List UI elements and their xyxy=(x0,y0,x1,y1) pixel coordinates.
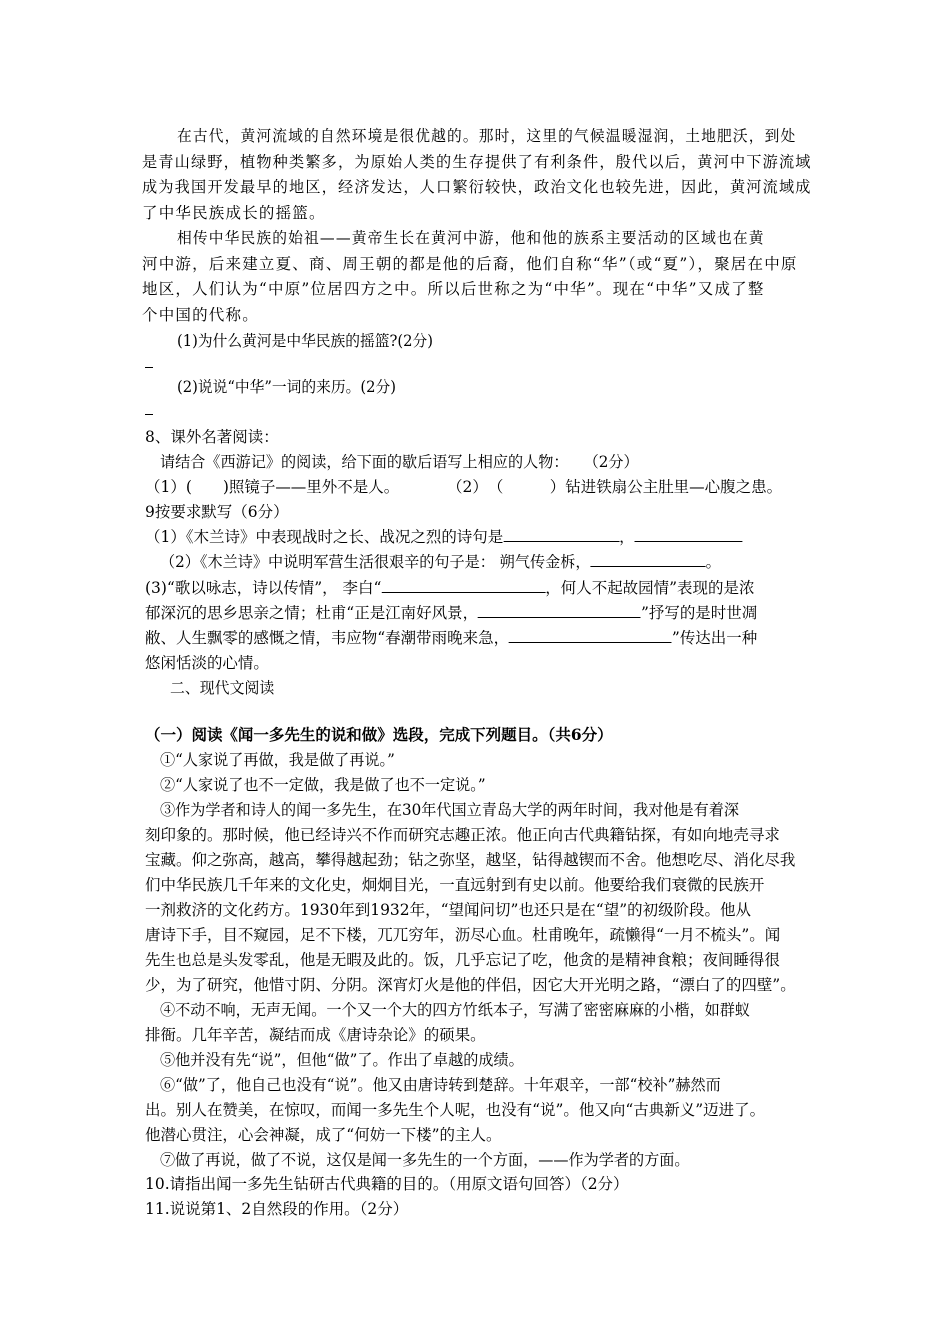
q9-item-3-text-a: (3)“歌以咏志，诗以传情”， 李白“ xyxy=(145,579,382,597)
fill-blank[interactable] xyxy=(478,601,641,618)
q9-item-3-text-f: ”传达出一种 xyxy=(671,629,758,647)
reading-p7: ⑦做了再说，做了不说，这仅是闻一多先生的一个方面，——作为学者的方面。 xyxy=(160,1151,690,1169)
q9-item-1-text: （1）《木兰诗》中表现战时之长、战况之烈的诗句是 xyxy=(145,528,504,546)
answer-line-1[interactable] xyxy=(145,367,153,368)
q9-item-2 xyxy=(160,550,812,574)
q8-item-1: （1）( )照镜子——里外不是人。 xyxy=(145,478,400,496)
question-2: (2)说说“中华”一词的来历。(2分) xyxy=(177,378,396,396)
q9-comma: ， xyxy=(619,528,635,546)
passage1-line-1: 在古代，黄河流域的自然环境是很优越的。那时，这里的气候温暖湿润，土地肥沃，到处 xyxy=(177,127,797,145)
fill-blank[interactable] xyxy=(590,550,705,567)
passage1-line-3: 成为我国开发最早的地区，经济发达，人口繁衍较快，政治文化也较先进，因此，黄河流域成 xyxy=(142,178,812,196)
q9-item-3-text-b: ，何人不起故园情”表现的是浓 xyxy=(545,579,755,597)
reading-p3-line-6: 唐诗下手，目不窥园，足不下楼，兀兀穷年，沥尽心血。杜甫晚年，疏懒得“一月不梳头”。闻 xyxy=(145,926,781,944)
q9-title: 9按要求默写（6分） xyxy=(145,503,289,521)
reading-p5: ⑤他并没有先“说”，但他“做”了。作出了卓越的成绩。 xyxy=(160,1051,524,1069)
reading-p3-line-3: 宝藏。仰之弥高，越高，攀得越起劲；钻之弥坚，越坚，钻得越锲而不舍。他想吃尽、消化尽我 xyxy=(145,851,796,869)
q9-item-3-text-e: 敝、人生飘零的感慨之情，韦应物“春潮带雨晚来急， xyxy=(145,629,510,647)
answer-line-2[interactable] xyxy=(145,414,153,415)
q8-items xyxy=(145,475,812,499)
reading-p6-line-1: ⑥“做”了，他自己也没有“说”。他又由唐诗转到楚辞。十年艰辛，一部“校补”赫然而 xyxy=(160,1076,721,1094)
q9-item-3-line-4: 悠闲恬淡的心情。 xyxy=(145,654,269,672)
passage1-line-5: 相传中华民族的始祖——黄帝生长在黄河中游，他和他的族系主要活动的区域也在黄 xyxy=(177,229,765,247)
fill-blank[interactable] xyxy=(635,525,743,542)
reading-p3-line-1: ③作为学者和诗人的闻一多先生，在30年代国立青岛大学的两年时间，我对他是有着深 xyxy=(160,801,739,819)
reading-p6-line-2: 出。别人在赞美，在惊叹，而闻一多先生个人呢，也没有“说”。他又向“古典新义”迈进了。 xyxy=(145,1101,766,1119)
question-10: 10.请指出闻一多先生钻研古代典籍的目的。（用原文语句回答）（2分） xyxy=(145,1175,629,1193)
reading-p3-line-2: 刻印象的。那时候，他已经诗兴不作而研究志趣正浓。他正向古代典籍钻探，有如向地壳寻求 xyxy=(145,826,780,844)
fill-blank[interactable] xyxy=(509,626,672,643)
passage1-line-4: 了中华民族成长的摇篮。 xyxy=(142,204,326,222)
reading-p6-line-3: 他潜心贯注，心会神凝，成了“何妨一下楼”的主人。 xyxy=(145,1126,502,1144)
q9-item-3-text-d: ”抒写的是时世凋 xyxy=(640,604,758,622)
question-1: (1)为什么黄河是中华民族的摇篮?(2分) xyxy=(177,332,434,350)
q9-item-3-line-2 xyxy=(145,601,812,625)
q8-title: 8、课外名著阅读： xyxy=(145,428,279,446)
section-2-heading: 二、现代文阅读 xyxy=(170,679,275,697)
q9-item-3-line-3 xyxy=(145,626,812,650)
reading-p3-line-5: 一剂救济的文化药方。1930年到1932年，“望闻问切”也还只是在“望”的初级阶段。他从 xyxy=(145,901,751,919)
q9-item-1 xyxy=(145,525,812,549)
q9-item-2-text: （2）《木兰诗》中说明军营生活很艰辛的句子是： 朔气传金柝， xyxy=(160,553,591,571)
q8-instruction: 请结合《西游记》的阅读，给下面的歇后语写上相应的人物： （2分） xyxy=(160,453,639,471)
reading-p4-line-2: 排衙。几年辛苦，凝结而成《唐诗杂论》的硕果。 xyxy=(145,1026,486,1044)
reading-p3-line-4: 们中华民族几千年来的文化史，炯炯目光，一直远射到有史以前。他要给我们衰微的民族开 xyxy=(145,876,765,894)
passage1-line-2: 是青山绿野，植物种类繁多，为原始人类的生存提供了有利条件，殷代以后，黄河中下游流域 xyxy=(142,153,812,171)
q8-item-2: （2） （ ）钻进铁扇公主肚里—心腹之患。 xyxy=(447,478,783,496)
q9-item-3-line-1 xyxy=(145,576,812,600)
reading-p3-line-8: 少，为了研究，他惜寸阴、分阴。深宵灯火是他的伴侣，因它大开光明之路，“漂白了的四壁”。 xyxy=(145,976,796,994)
fill-blank[interactable] xyxy=(503,525,619,542)
reading-p2: ②“人家说了也不一定做，我是做了也不一定说。” xyxy=(160,776,486,794)
reading-title: （一）阅读《闻一多先生的说和做》选段，完成下列题目。（共6分） xyxy=(145,725,613,744)
passage1-line-6: 河中游，后来建立夏、商、周王朝的都是他的后裔，他们自称“华”（或“夏”），聚居在中原 xyxy=(142,255,798,273)
question-11: 11.说说第1、2自然段的作用。（2分） xyxy=(145,1200,409,1218)
q9-item-3-text-c: 郁深沉的思乡思亲之情；杜甫“正是江南好风景， xyxy=(145,604,479,622)
reading-p3-line-7: 先生也总是头发零乱，他是无暇及此的。饭，几乎忘记了吃，他贪的是精神食粮；夜间睡得很 xyxy=(145,951,780,969)
q9-period: 。 xyxy=(705,553,721,571)
fill-blank[interactable] xyxy=(381,576,545,593)
passage1-line-8: 个中国的代称。 xyxy=(142,306,259,324)
passage1-line-7: 地区，人们认为“中原”位居四方之中。所以后世称之为“中华”。现在“中华”又成了整 xyxy=(142,280,765,298)
reading-p4-line-1: ④不动不响，无声无闻。一个又一个大的四方竹纸本子，写满了密密麻麻的小楷，如群蚁 xyxy=(160,1001,751,1019)
reading-p1: ①“人家说了再做，我是做了再说。” xyxy=(160,751,395,769)
